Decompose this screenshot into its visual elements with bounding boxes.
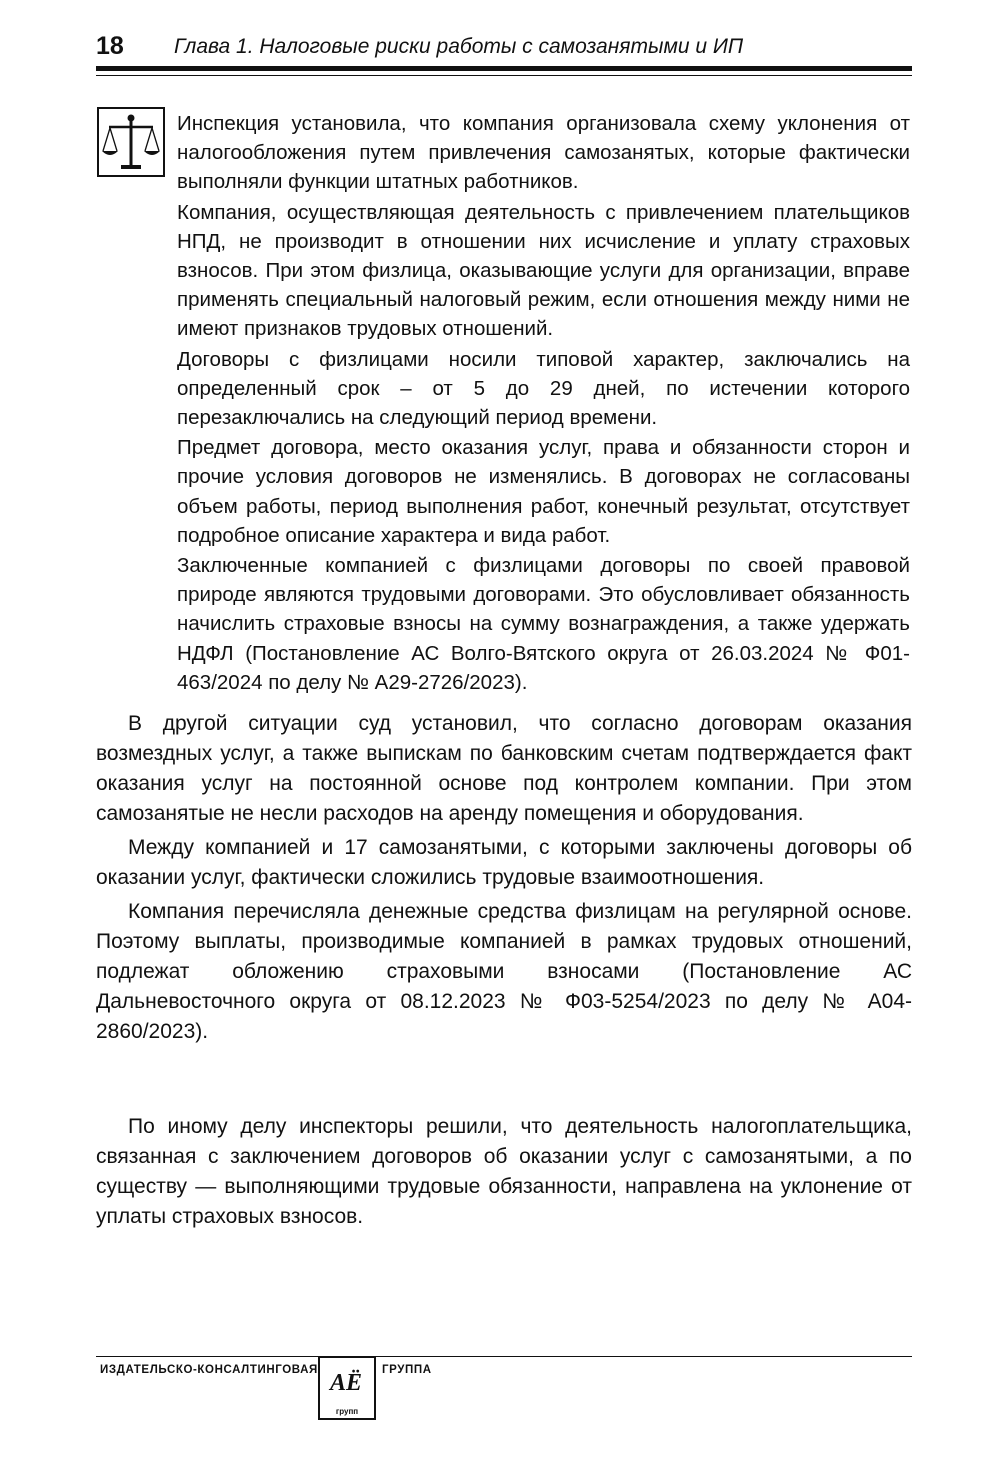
case-paragraph: Заключенные компанией с физлицами договоры по своей правовой природе являются трудовыми договорами. Это обусловливает обязанность начислить страховые взносы на сумму вознаграждения, а также удержать НДФЛ (Постановление АС Волго-Вятского округа от 26.03.2024 № Ф01-463/2024 по делу № А29-2726/2023).	[177, 554, 910, 694]
body-section-2	[96, 709, 912, 1051]
publisher-name-right: ГРУППА	[382, 1364, 432, 1376]
body-paragraph: Между компанией и 17 самозанятыми, с которыми заключены договоры об оказании услуг, фактически сложились трудовые взаимоотношения.	[96, 836, 912, 889]
body-paragraph: По иному делу инспекторы решили, что деятельность налогоплательщика, связанная с заключением договоров об оказании услуг с самозанятыми, а по существу — выполняющими трудовые обязанности, направлена на уклонение от уплаты страховых взносов.	[96, 1115, 912, 1228]
chapter-title: Глава 1. Налоговые риски работы с самозанятыми и ИП	[174, 35, 744, 58]
body-section-3	[96, 1112, 912, 1236]
page-footer	[96, 1352, 912, 1422]
case-paragraph: Договоры с физлицами носили типовой характер, заключались на определенный срок – от 5 до 29 дней, по истечении которого перезаключались на следующий период времени.	[177, 347, 910, 430]
publisher-logo-mark: АЁ	[330, 1370, 363, 1396]
publisher-logo	[318, 1356, 376, 1420]
case-paragraph: Компания, осуществляющая деятельность с привлечением плательщиков НПД, не производит в отношении них исчисление и уплату страховых взносов. При этом физлица, оказывающие услуги для организации, вправе применять специальный налоговый режим, если отношения между ними не имеют признаков трудовых отношений.	[177, 200, 910, 341]
body-paragraph: Компания перечисляла денежные средства физлицам на регулярной основе. Поэтому выплаты, производимые компанией в рамках трудовых отношений, подлежат обложению страховыми взносами (Постановление АС Дальневосточного округа от 08.12.2023 № Ф03-5254/2023 по делу № А04-2860/2023).	[96, 900, 912, 1043]
publisher-name-left: ИЗДАТЕЛЬСКО-КОНСАЛТИНГОВАЯ	[100, 1364, 318, 1376]
page-header	[96, 28, 912, 70]
body-paragraph: В другой ситуации суд установил, что согласно договорам оказания возмездных услуг, а также выпискам по банковским счетам подтверждается факт оказания услуг на постоянной основе под контролем компании. При этом самозанятые не несли расходов на аренду помещения и оборудования.	[96, 712, 912, 825]
publisher-logo-caption: групп	[335, 1407, 359, 1416]
header-rule-thin	[96, 75, 912, 76]
case-paragraph: Инспекция установила, что компания организовала схему уклонения от налогообложения путем привлечения самозанятых, которые фактически выполняли функции штатных работников.	[177, 112, 910, 194]
scales-of-justice-icon	[97, 107, 165, 177]
footer-rule-right	[376, 1356, 912, 1357]
case-paragraph: Предмет договора, место оказания услуг, права и обязанности сторон и прочие условия договоров не изменялись. В договорах не согласованы объем работы, период выполнения работ, конечный результат, отсутствует подробное описание характера и вида работ.	[177, 436, 910, 547]
footer-rule-left	[96, 1356, 318, 1357]
court-case-block	[177, 109, 910, 698]
page-number: 18	[96, 32, 124, 60]
header-rule-thick	[96, 66, 912, 71]
